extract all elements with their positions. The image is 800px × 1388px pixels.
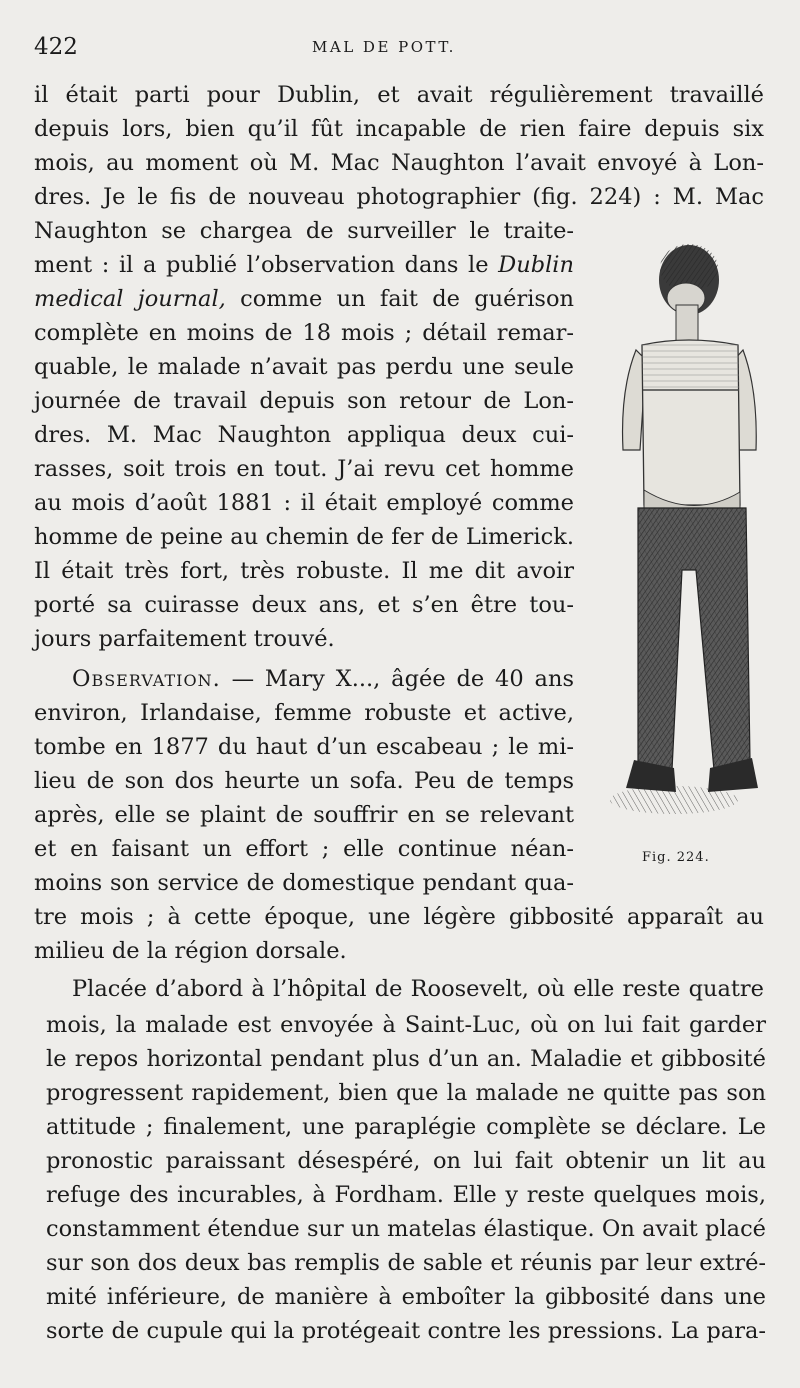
text-line: attitude ; finalement, une paraplégie complète se déclare. Le: [46, 1114, 766, 1140]
text-line: moins son service de domestique pendant qua-: [34, 870, 574, 896]
text-line: journée de travail depuis son retour de Lon-: [34, 388, 574, 414]
figure-224-illustration: [598, 240, 768, 840]
text-line: [72, 662, 574, 696]
figure-caption: Fig. 224.: [642, 850, 710, 865]
text-line: sur son dos deux bas remplis de sable et réunis par leur extré-: [46, 1250, 766, 1276]
text-line: il était parti pour Dublin, et avait régulièrement travaillé: [34, 82, 764, 108]
journal-title-italic: medical journal,: [34, 286, 226, 312]
text-line: au mois d’août 1881 : il était employé comme: [34, 490, 574, 516]
text-line: Placée d’abord à l’hôpital de Roosevelt, où elle reste quatre: [72, 976, 764, 1002]
text-line: lieu de son dos heurte un sofa. Peu de temps: [34, 768, 574, 794]
text-line: milieu de la région dorsale.: [34, 938, 347, 964]
text-line: Naughton se chargea de surveiller le traite-: [34, 218, 574, 244]
text-line: constamment étendue sur un matelas élastique. On avait placé: [46, 1216, 766, 1242]
text-line: mois, la malade est envoyée à Saint-Luc, où on lui fait garder: [46, 1012, 766, 1038]
observation-heading: Observation.: [72, 666, 221, 692]
text-run: — Mary X..., âgée de 40 ans: [220, 666, 574, 692]
text-line: complète en moins de 18 mois ; détail remar-: [34, 320, 574, 346]
text-line: et en faisant un effort ; elle continue néan-: [34, 836, 574, 862]
text-line: quable, le malade n’avait pas perdu une seule: [34, 354, 574, 380]
text-line: environ, Irlandaise, femme robuste et active,: [34, 700, 574, 726]
text-line: dres. Je le fis de nouveau photographier (fig. 224) : M. Mac: [34, 184, 764, 210]
text-line: [34, 248, 574, 282]
text-line: rasses, soit trois en tout. J’ai revu cet homme: [34, 456, 574, 482]
text-run: comme un fait de guérison: [225, 286, 574, 312]
text-line: refuge des incurables, à Fordham. Elle y reste quelques mois,: [46, 1182, 766, 1208]
text-line: depuis lors, bien qu’il fût incapable de rien faire depuis six: [34, 116, 764, 142]
journal-title-italic: Dublin: [498, 252, 574, 278]
text-line: pronostic paraissant désespéré, on lui fait obtenir un lit au: [46, 1148, 766, 1174]
text-line: après, elle se plaint de souffrir en se relevant: [34, 802, 574, 828]
page-header: [34, 34, 770, 64]
text-line: jours parfaitement trouvé.: [34, 626, 335, 652]
text-line: progressent rapidement, bien que la malade ne quitte pas son: [46, 1080, 766, 1106]
text-line: [34, 282, 574, 316]
text-line: tre mois ; à cette époque, une légère gibbosité apparaît au: [34, 904, 764, 930]
text-line: Il était très fort, très robuste. Il me dit avoir: [34, 558, 574, 584]
text-line: dres. M. Mac Naughton appliqua deux cui-: [34, 422, 574, 448]
text-line: mois, au moment où M. Mac Naughton l’avait envoyé à Lon-: [34, 150, 764, 176]
text-line: homme de peine au chemin de fer de Limerick.: [34, 524, 574, 550]
text-line: mité inférieure, de manière à emboîter la gibbosité dans une: [46, 1284, 766, 1310]
page-number: 422: [34, 34, 78, 60]
text-line: le repos horizontal pendant plus d’un an. Maladie et gibbosité: [46, 1046, 766, 1072]
running-head: MAL DE POTT.: [312, 38, 456, 56]
text-line: porté sa cuirasse deux ans, et s’en être tou-: [34, 592, 574, 618]
text-line: sorte de cupule qui la protégeait contre les pressions. La para-: [46, 1318, 766, 1344]
text-line: tombe en 1877 du haut d’un escabeau ; le mi-: [34, 734, 574, 760]
text-run: ment : il a publié l’observation dans le: [34, 252, 499, 278]
